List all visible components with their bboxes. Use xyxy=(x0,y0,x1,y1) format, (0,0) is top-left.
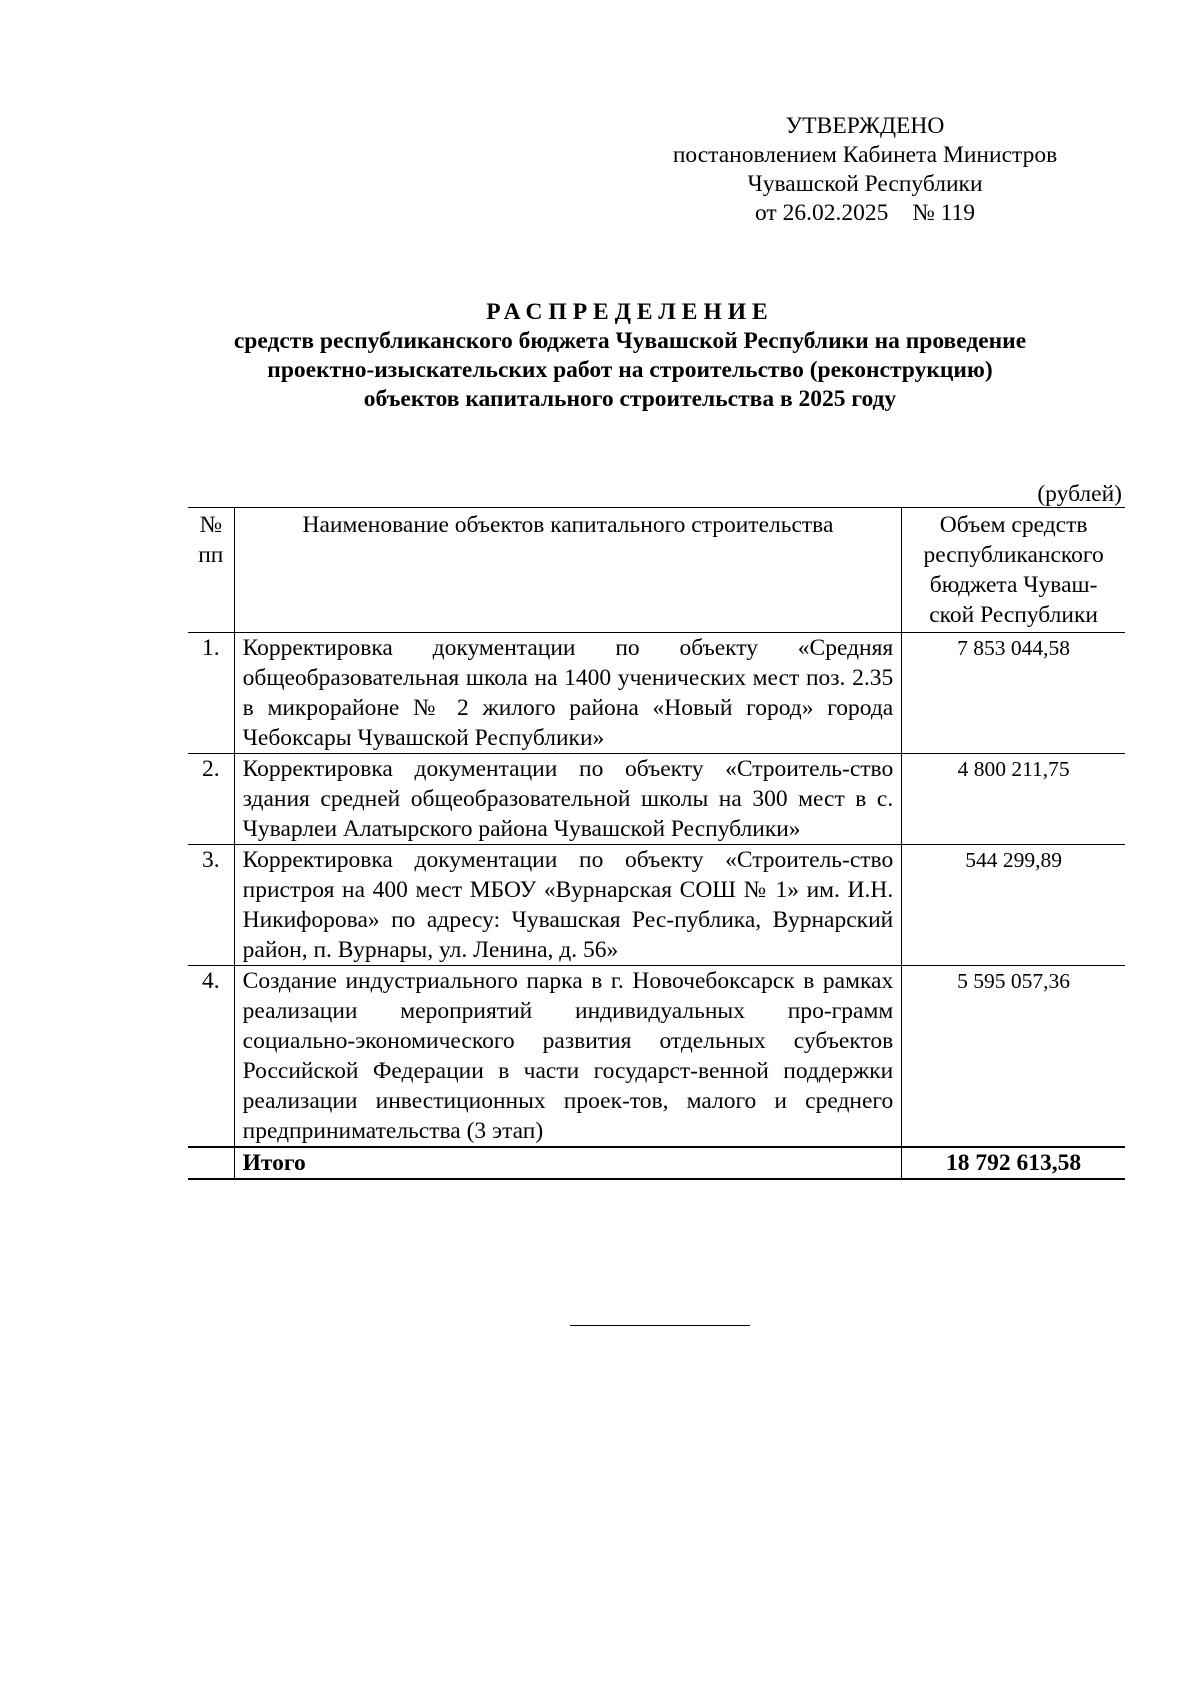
row-amount: 5 595 057,36 xyxy=(902,966,1125,1148)
total-num xyxy=(188,1147,234,1179)
row-name: Корректировка документации по объекту «Строитель-ство пристроя на 400 мест МБОУ «Вурнарская СОШ № 1» им. И.Н. Никифорова» по адресу: Чувашская Рес-публика, Вурнарский район, п. Вурнары, ул. Ленина, д. 56» xyxy=(234,845,902,966)
row-name: Создание индустриального парка в г. Новочебоксарск в рамках реализации мероприятий индивидуальных про-грамм социально-экономического развития отдельных субъектов Российской Федерации в части государст-венной поддержки реализации инвестиционных проек-тов, малого и среднего предпринимательства (3 этап) xyxy=(234,966,902,1148)
table-header-row xyxy=(188,508,1125,633)
row-num: 2. xyxy=(188,754,234,845)
table-row xyxy=(188,754,1125,845)
approval-title: УТВЕРЖДЕНО xyxy=(785,113,945,139)
closing-rule xyxy=(570,1325,750,1326)
header-num: № пп xyxy=(188,508,234,633)
header-amount: Объем средств республиканского бюджета Чуваш-ской Республики xyxy=(902,508,1125,633)
row-amount: 7 853 044,58 xyxy=(902,633,1125,754)
title-main: РАСПРЕДЕЛЕНИЕ xyxy=(486,299,774,325)
approval-date-line xyxy=(620,199,1110,228)
distribution-table xyxy=(188,507,1125,1180)
total-row xyxy=(188,1147,1125,1179)
approval-date: от 26.02.2025 xyxy=(754,200,889,226)
approval-republic: Чувашской Республики xyxy=(747,171,983,197)
table-row xyxy=(188,845,1125,966)
units-label: (рублей) xyxy=(1037,481,1122,507)
total-label: Итого xyxy=(234,1147,902,1179)
title-line-2: проектно-изыскательских работ на строительство (реконструкцию) xyxy=(267,357,993,383)
table-row xyxy=(188,966,1125,1148)
header-name: Наименование объектов капитального строительства xyxy=(234,508,902,633)
approval-authority: постановлением Кабинета Министров xyxy=(672,142,1058,168)
document-title xyxy=(150,298,1110,414)
row-num: 4. xyxy=(188,966,234,1148)
row-name: Корректировка документации по объекту «Средняя общеобразовательная школа на 1400 ученических мест поз. 2.35 в микрорайоне № 2 жилого района «Новый город» города Чебоксары Чувашской Республики» xyxy=(234,633,902,754)
row-amount: 544 299,89 xyxy=(902,845,1125,966)
title-line-1: средств республиканского бюджета Чувашской Республики на проведение xyxy=(233,328,1027,354)
approval-number: № 119 xyxy=(912,200,976,226)
title-line-3: объектов капитального строительства в 2025 году xyxy=(363,386,897,412)
table-row xyxy=(188,633,1125,754)
row-amount: 4 800 211,75 xyxy=(902,754,1125,845)
approval-stamp xyxy=(620,112,1110,228)
total-amount: 18 792 613,58 xyxy=(902,1147,1125,1179)
row-num: 3. xyxy=(188,845,234,966)
row-num: 1. xyxy=(188,633,234,754)
row-name: Корректировка документации по объекту «Строитель-ство здания средней общеобразовательной школы на 300 мест в с. Чуварлеи Алатырского района Чувашской Республики» xyxy=(234,754,902,845)
